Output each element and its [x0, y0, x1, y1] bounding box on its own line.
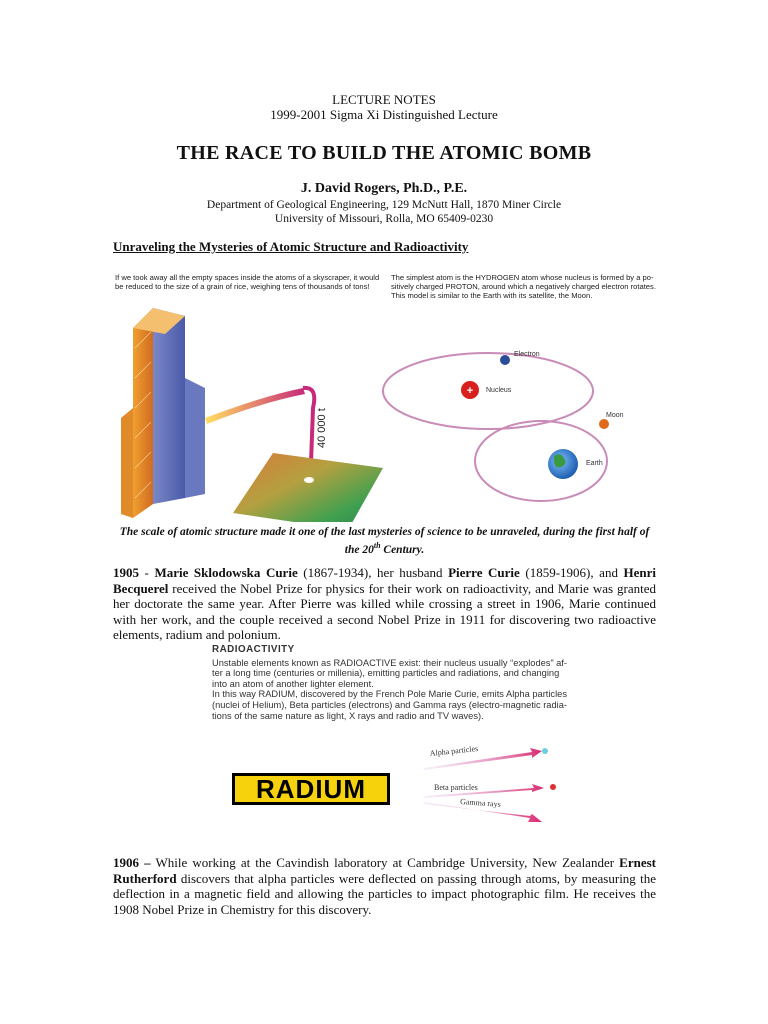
year-1906: 1906 – [113, 855, 151, 870]
radioactivity-heading: RADIOACTIVITY [212, 644, 295, 655]
beta-label: Beta particles [434, 783, 478, 792]
svg-text:+: + [466, 385, 474, 397]
beam-arrow [205, 388, 305, 424]
hydrogen-caption: The simplest atom is the HYDROGEN atom whose nucleus is formed by a po- sitively charged PROTON, around which a negatively charged electron rotates. This model is similar to the Earth with its satellite, the Moon. [391, 273, 656, 300]
electron-icon [500, 355, 510, 365]
beta-particle-icon [550, 784, 556, 790]
document-title: THE RACE TO BUILD THE ATOMIC BOMB [176, 142, 592, 164]
affiliation-line-1: Department of Geological Engineering, 129 McNutt Hall, 1870 Miner Circle [206, 199, 562, 211]
lecture-notes-label: LECTURE NOTES [332, 92, 436, 107]
affiliation-line-2: University of Missouri, Rolla, MO 65409-0230 [274, 212, 494, 225]
nucleus-label: Nucleus [486, 387, 512, 394]
year-1905: 1905 [113, 565, 139, 580]
radiation-illustration [212, 738, 612, 823]
author-affiliation [0, 199, 768, 226]
gamma-label: Gamma rays [459, 797, 502, 809]
author-name: J. David Rogers, Ph.D., P.E. [300, 181, 468, 196]
atomic-scale-figure [113, 268, 656, 522]
radioactivity-box: RADIOACTIVITY Unstable elements known as RADIOACTIVE exist: their nucleus usually “explodes” af- ter a long time (centuries or millenia), emitting particles and radiations, and changing into an atom of another lighter element. In this way RADIUM, discovered by the French Pole Marie Curie, emits Alpha particles (nuclei of Helium), Beta particles (electrons) and Gamma rays (electro-magnetic radia- tions of the same nature as light, X rays and radio and TV waves). [212, 645, 632, 721]
section-heading: Unraveling the Mysteries of Atomic Structure and Radioactivity [113, 239, 469, 254]
alpha-particle-icon [542, 748, 548, 754]
figure-caption: The scale of atomic structure made it one of the last mysteries of science to be unraveled, during the first half of the 20th Century. [119, 526, 650, 556]
moon-icon [599, 419, 609, 429]
paragraph-1906: 1906 – While working at the Cavindish laboratory at Cambridge University, New Zealander Ernest Rutherford discovers that alpha particles were deflected on passing through atoms, by measuring the deflection in a magnetic field and allowing the particles to impact photographic film. He receives the 1908 Nobel Prize in Chemistry for this discovery. [113, 855, 657, 917]
weight-label: 40 000 t [316, 408, 328, 448]
grain-plate [233, 453, 383, 522]
skyscraper-drawing [121, 308, 205, 518]
document-header [0, 92, 768, 122]
lecture-series-label: 1999-2001 Sigma Xi Distinguished Lecture [270, 107, 498, 122]
earth-label: Earth [586, 460, 603, 467]
electron-label: Electron [514, 351, 540, 358]
moon-label: Moon [606, 412, 624, 419]
alpha-label: Alpha particles [429, 743, 479, 758]
atomic-scale-illustration [113, 268, 656, 522]
paragraph-1905: 1905 - Marie Sklodowska Curie (1867-1934), her husband Pierre Curie (1859-1906), and Henri Becquerel received the Nobel Prize for physics for their work on radioactivity, and Marie was granted her doctorate the same year. After Pierre was killed while crossing a street in 1906, Marie continued with her work, and the couple received a second Nobel Prize in 1911 for discovering two radioactive elements, radium and polonium. [113, 565, 656, 642]
radium-logo: RADIUM [232, 773, 390, 805]
skyscraper-caption: If we took away all the empty spaces inside the atoms of a skyscraper, it would be reduced to the size of a grain of rice, weighing tens of thousands of tons! [115, 273, 380, 291]
